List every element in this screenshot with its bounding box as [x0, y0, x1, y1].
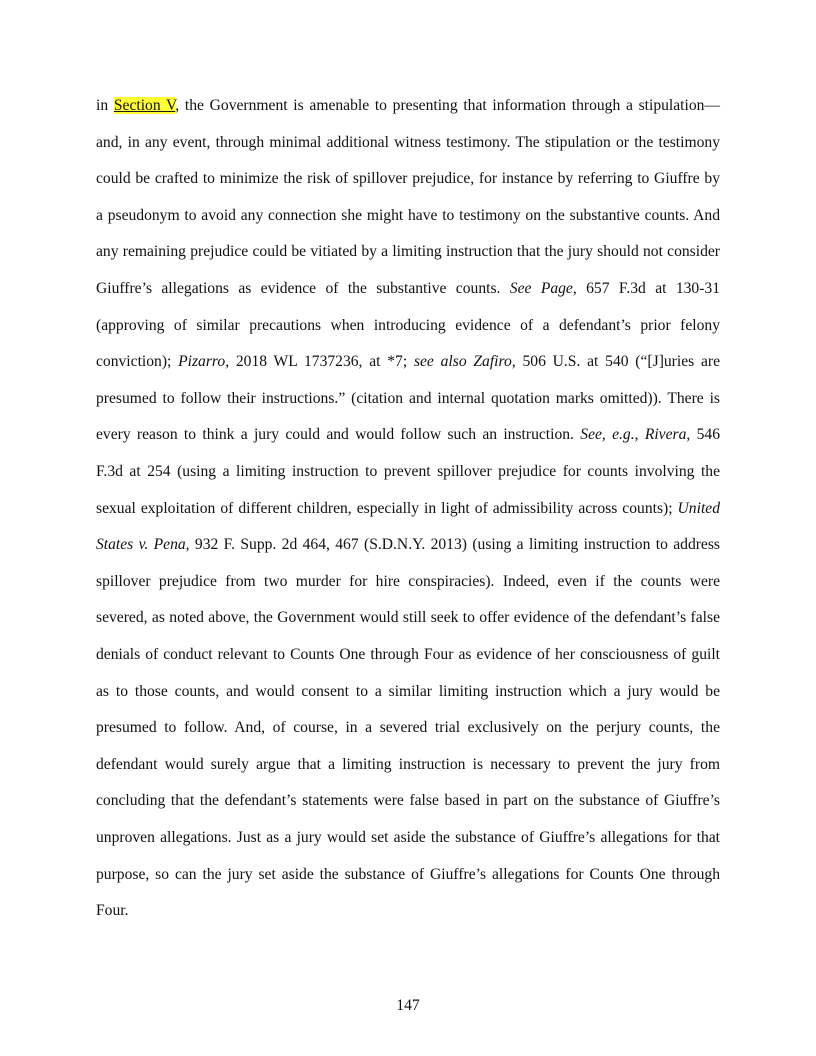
text-segment: presumed to follow. And, of course, in a severed trial exclusively on the perjury counts, the: [96, 719, 720, 737]
text-segment: a pseudonym to avoid any connection she might have to testimony on the substantive counts. And: [96, 206, 720, 224]
text-line: [96, 96, 720, 116]
text-segment: and, in any event, through minimal additional witness testimony. The stipulation or the testimony: [96, 133, 720, 151]
text-segment: F.3d at 254 (using a limiting instruction to prevent spillover prejudice for counts involving the: [96, 463, 720, 480]
text-line: [96, 499, 720, 519]
highlighted-reference: Section V: [113, 97, 176, 114]
text-line: [96, 828, 720, 848]
text-segment: in: [96, 97, 114, 114]
text-segment: presumed to follow their instructions.” (citation and internal quotation marks omitted)). There is: [96, 389, 720, 407]
text-line: [96, 206, 720, 226]
text-line: [96, 791, 720, 811]
text-segment: conviction);: [96, 353, 179, 371]
text-line: [96, 535, 720, 555]
text-segment: (approving of similar precautions when introducing evidence of a defendant’s prior felony: [96, 316, 720, 334]
text-segment: , 546: [686, 426, 720, 444]
page-number: 147: [396, 997, 420, 1014]
text-segment: denials of conduct relevant to Counts One through Four as evidence of her consciousness of guilt: [96, 646, 720, 663]
text-segment: concluding that the defendant’s statements were false based in part on the substance of Giuffre’s: [96, 792, 720, 810]
citation-italic: see also Zafiro: [413, 353, 512, 371]
text-line: [96, 865, 720, 885]
text-line: [96, 608, 720, 628]
text-line: [96, 316, 720, 336]
text-segment: as to those counts, and would consent to a similar limiting instruction which a jury would be: [96, 682, 720, 700]
text-line: [96, 279, 720, 299]
text-line: [96, 901, 720, 921]
text-line: [96, 755, 720, 775]
citation-italic: States v. Pena: [96, 536, 186, 554]
text-line: [96, 572, 720, 592]
text-line: [96, 718, 720, 738]
text-line: [96, 133, 720, 153]
text-segment: severed, as noted above, the Government would still seek to offer evidence of the defendant’s false: [96, 609, 720, 627]
citation-italic: Pizarro: [178, 353, 226, 371]
text-segment: , 932 F. Supp. 2d 464, 467 (S.D.N.Y. 2013) (using a limiting instruction to address: [185, 536, 720, 554]
text-line: [96, 462, 720, 482]
text-segment: Four.: [96, 902, 129, 920]
text-segment: could be crafted to minimize the risk of spillover prejudice, for instance by referring to Giuffre by: [96, 170, 720, 188]
text-line: [96, 242, 720, 262]
text-segment: any remaining prejudice could be vitiated by a limiting instruction that the jury should not consider: [96, 243, 720, 261]
text-line: [96, 169, 720, 189]
citation-italic: Rivera: [644, 426, 687, 444]
text-line: [96, 645, 720, 665]
text-segment: unproven allegations. Just as a jury would set aside the substance of Giuffre’s allegations for that: [96, 829, 720, 846]
citation-italic: See, e.g.: [580, 426, 635, 444]
text-line: [96, 425, 720, 445]
text-segment: , the Government is amenable to presenting that information through a stipulation—: [175, 97, 721, 114]
text-line: [96, 682, 720, 702]
text-segment: ,: [634, 426, 645, 444]
citation-italic: See Page: [509, 280, 573, 297]
text-segment: every reason to think a jury could and would follow such an instruction.: [96, 426, 581, 444]
text-segment: Giuffre’s allegations as evidence of the substantive counts.: [96, 280, 510, 297]
text-segment: , 2018 WL 1737236, at *7;: [225, 353, 414, 371]
text-segment: , 506 U.S. at 540 (“[J]uries are: [511, 353, 720, 371]
text-segment: spillover prejudice from two murder for hire conspiracies). Indeed, even if the counts were: [96, 572, 720, 590]
citation-italic: United: [677, 499, 720, 517]
text-line: [96, 352, 720, 372]
text-segment: sexual exploitation of different children, especially in light of admissibility across counts);: [96, 499, 678, 517]
text-segment: defendant would surely argue that a limiting instruction is necessary to prevent the jury from: [96, 755, 720, 773]
text-segment: purpose, so can the jury set aside the substance of Giuffre’s allegations for Counts One through: [96, 865, 720, 883]
text-segment: , 657 F.3d at 130-31: [572, 280, 721, 297]
text-line: [96, 389, 720, 409]
